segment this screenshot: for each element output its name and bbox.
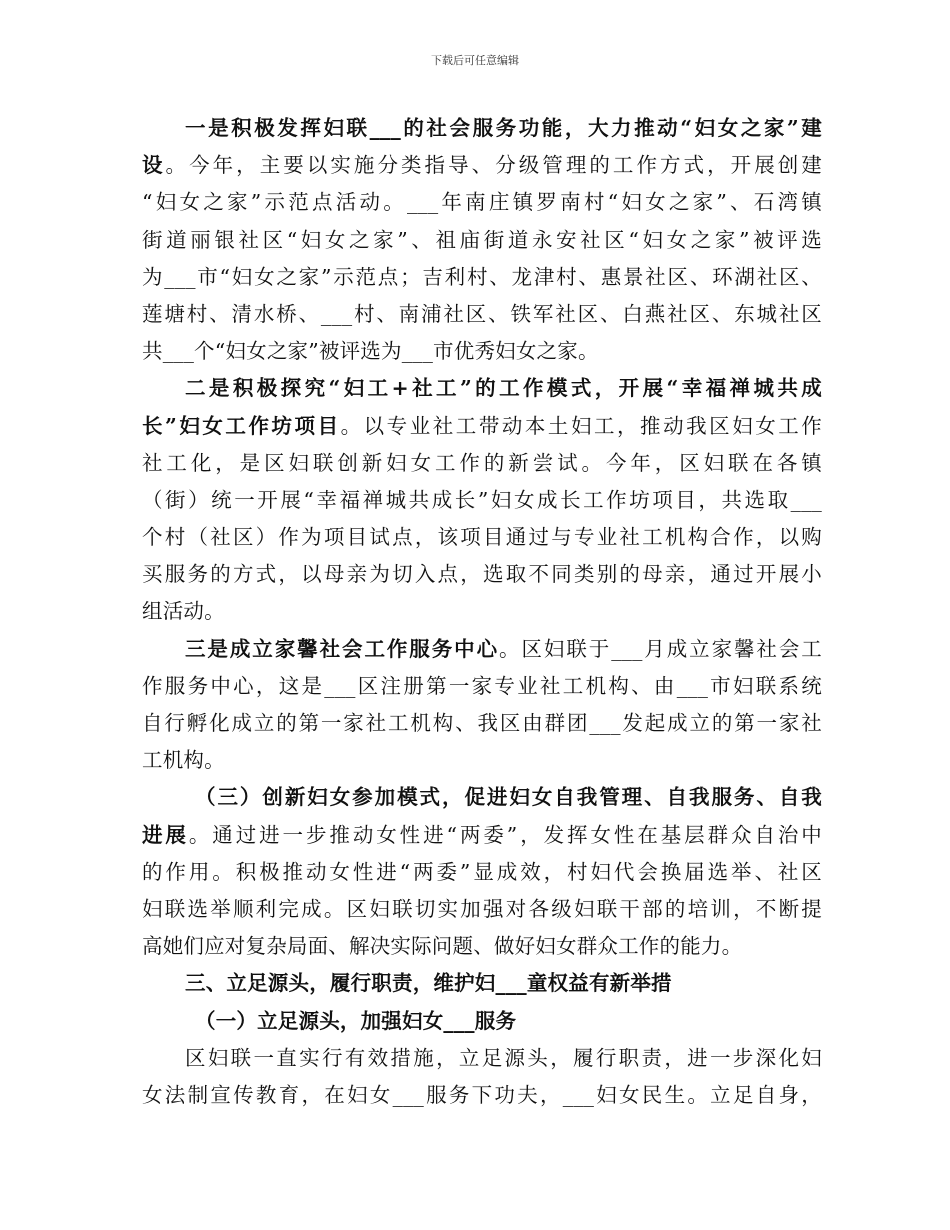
text-line: 的作用。积极推动女性进“两委”显成效，村妇代会换届选举、社区 [142,859,822,884]
text-line: 二是积极探究“妇工+社工”的工作模式，开展“幸福禅城共成 [185,376,822,401]
text-line: 街道丽银社区“妇女之家”、祖庙街道永安社区“妇女之家”被评选 [142,227,822,252]
text-line: 莲塘村、清水桥、___村、南浦社区、铁军社区、白燕社区、东城社区 [142,301,822,326]
text-line: （街）统一开展“幸福禅城共成长”妇女成长工作坊项目，共选取___ [142,487,822,512]
text-line: 共___个“妇女之家”被评选为___市优秀妇女之家。 [142,339,599,364]
text-line: 买服务的方式，以母亲为切入点，选取不同类别的母亲，通过开展小 [142,562,822,587]
text-line: 高她们应对复杂局面、解决实际问题、做好妇女群众工作的能力。 [142,934,743,959]
section-heading: 三、立足源头，履行职责，维护妇___童权益有新举措 [185,971,672,996]
text-line: 组活动。 [142,599,225,624]
paragraph-service-center [142,631,822,780]
text-line: 进展。通过进一步推动女性进“两委”，发挥女性在基层群众自治中 [142,822,822,847]
paragraph-social-work-model [142,370,822,630]
text-line: 为___市“妇女之家”示范点；吉利村、龙津村、惠景社区、环湖社区、 [142,264,822,289]
text-line: （三）创新妇女参加模式，促进妇女自我管理、自我服务、自我 [195,785,822,810]
page-header: 下载后可任意编辑 [431,54,519,67]
text-line: 长”妇女工作坊项目。以专业社工带动本土妇工，推动我区妇女工作 [142,413,822,438]
text-line: 个村（社区）作为项目试点，该项目通过与专业社工机构合作，以购 [142,525,822,550]
text-line: 设。今年，主要以实施分类指导、分级管理的工作方式，开展创建 [142,153,822,178]
text-line: 妇联选举顺利完成。区妇联切实加强对各级妇联干部的培训，不断提 [142,896,822,921]
text-line: 社工化，是区妇联创新妇女工作的新尝试。今年，区妇联在各镇 [142,450,822,475]
text-line: 工机构。 [142,748,225,773]
text-line: 一是积极发挥妇联___的社会服务功能，大力推动“妇女之家”建 [185,116,822,140]
text-line: 女法制宣传教育，在妇女___服务下功夫，___妇女民生。立足自身， [142,1082,822,1107]
paragraph-legal-services [142,1040,822,1114]
text-line: 作服务中心，这是___区注册第一家专业社工机构、由___市妇联系统 [142,673,822,698]
paragraph-women-home [142,110,822,370]
text-line: 区妇联一直实行有效措施，立足源头，履行职责，进一步深化妇 [185,1045,822,1070]
document-body [142,110,822,1114]
text-line: 三是成立家馨社会工作服务中心。区妇联于___月成立家馨社会工 [185,636,822,661]
paragraph-participation-mode [142,779,822,965]
text-line: 自行孵化成立的第一家社工机构、我区由群团___发起成立的第一家社 [142,711,822,735]
subsection-heading: （一）立足源头，加强妇女___服务 [195,1008,517,1033]
text-line: “妇女之家”示范点活动。___年南庄镇罗南村“妇女之家”、石湾镇 [142,190,822,215]
